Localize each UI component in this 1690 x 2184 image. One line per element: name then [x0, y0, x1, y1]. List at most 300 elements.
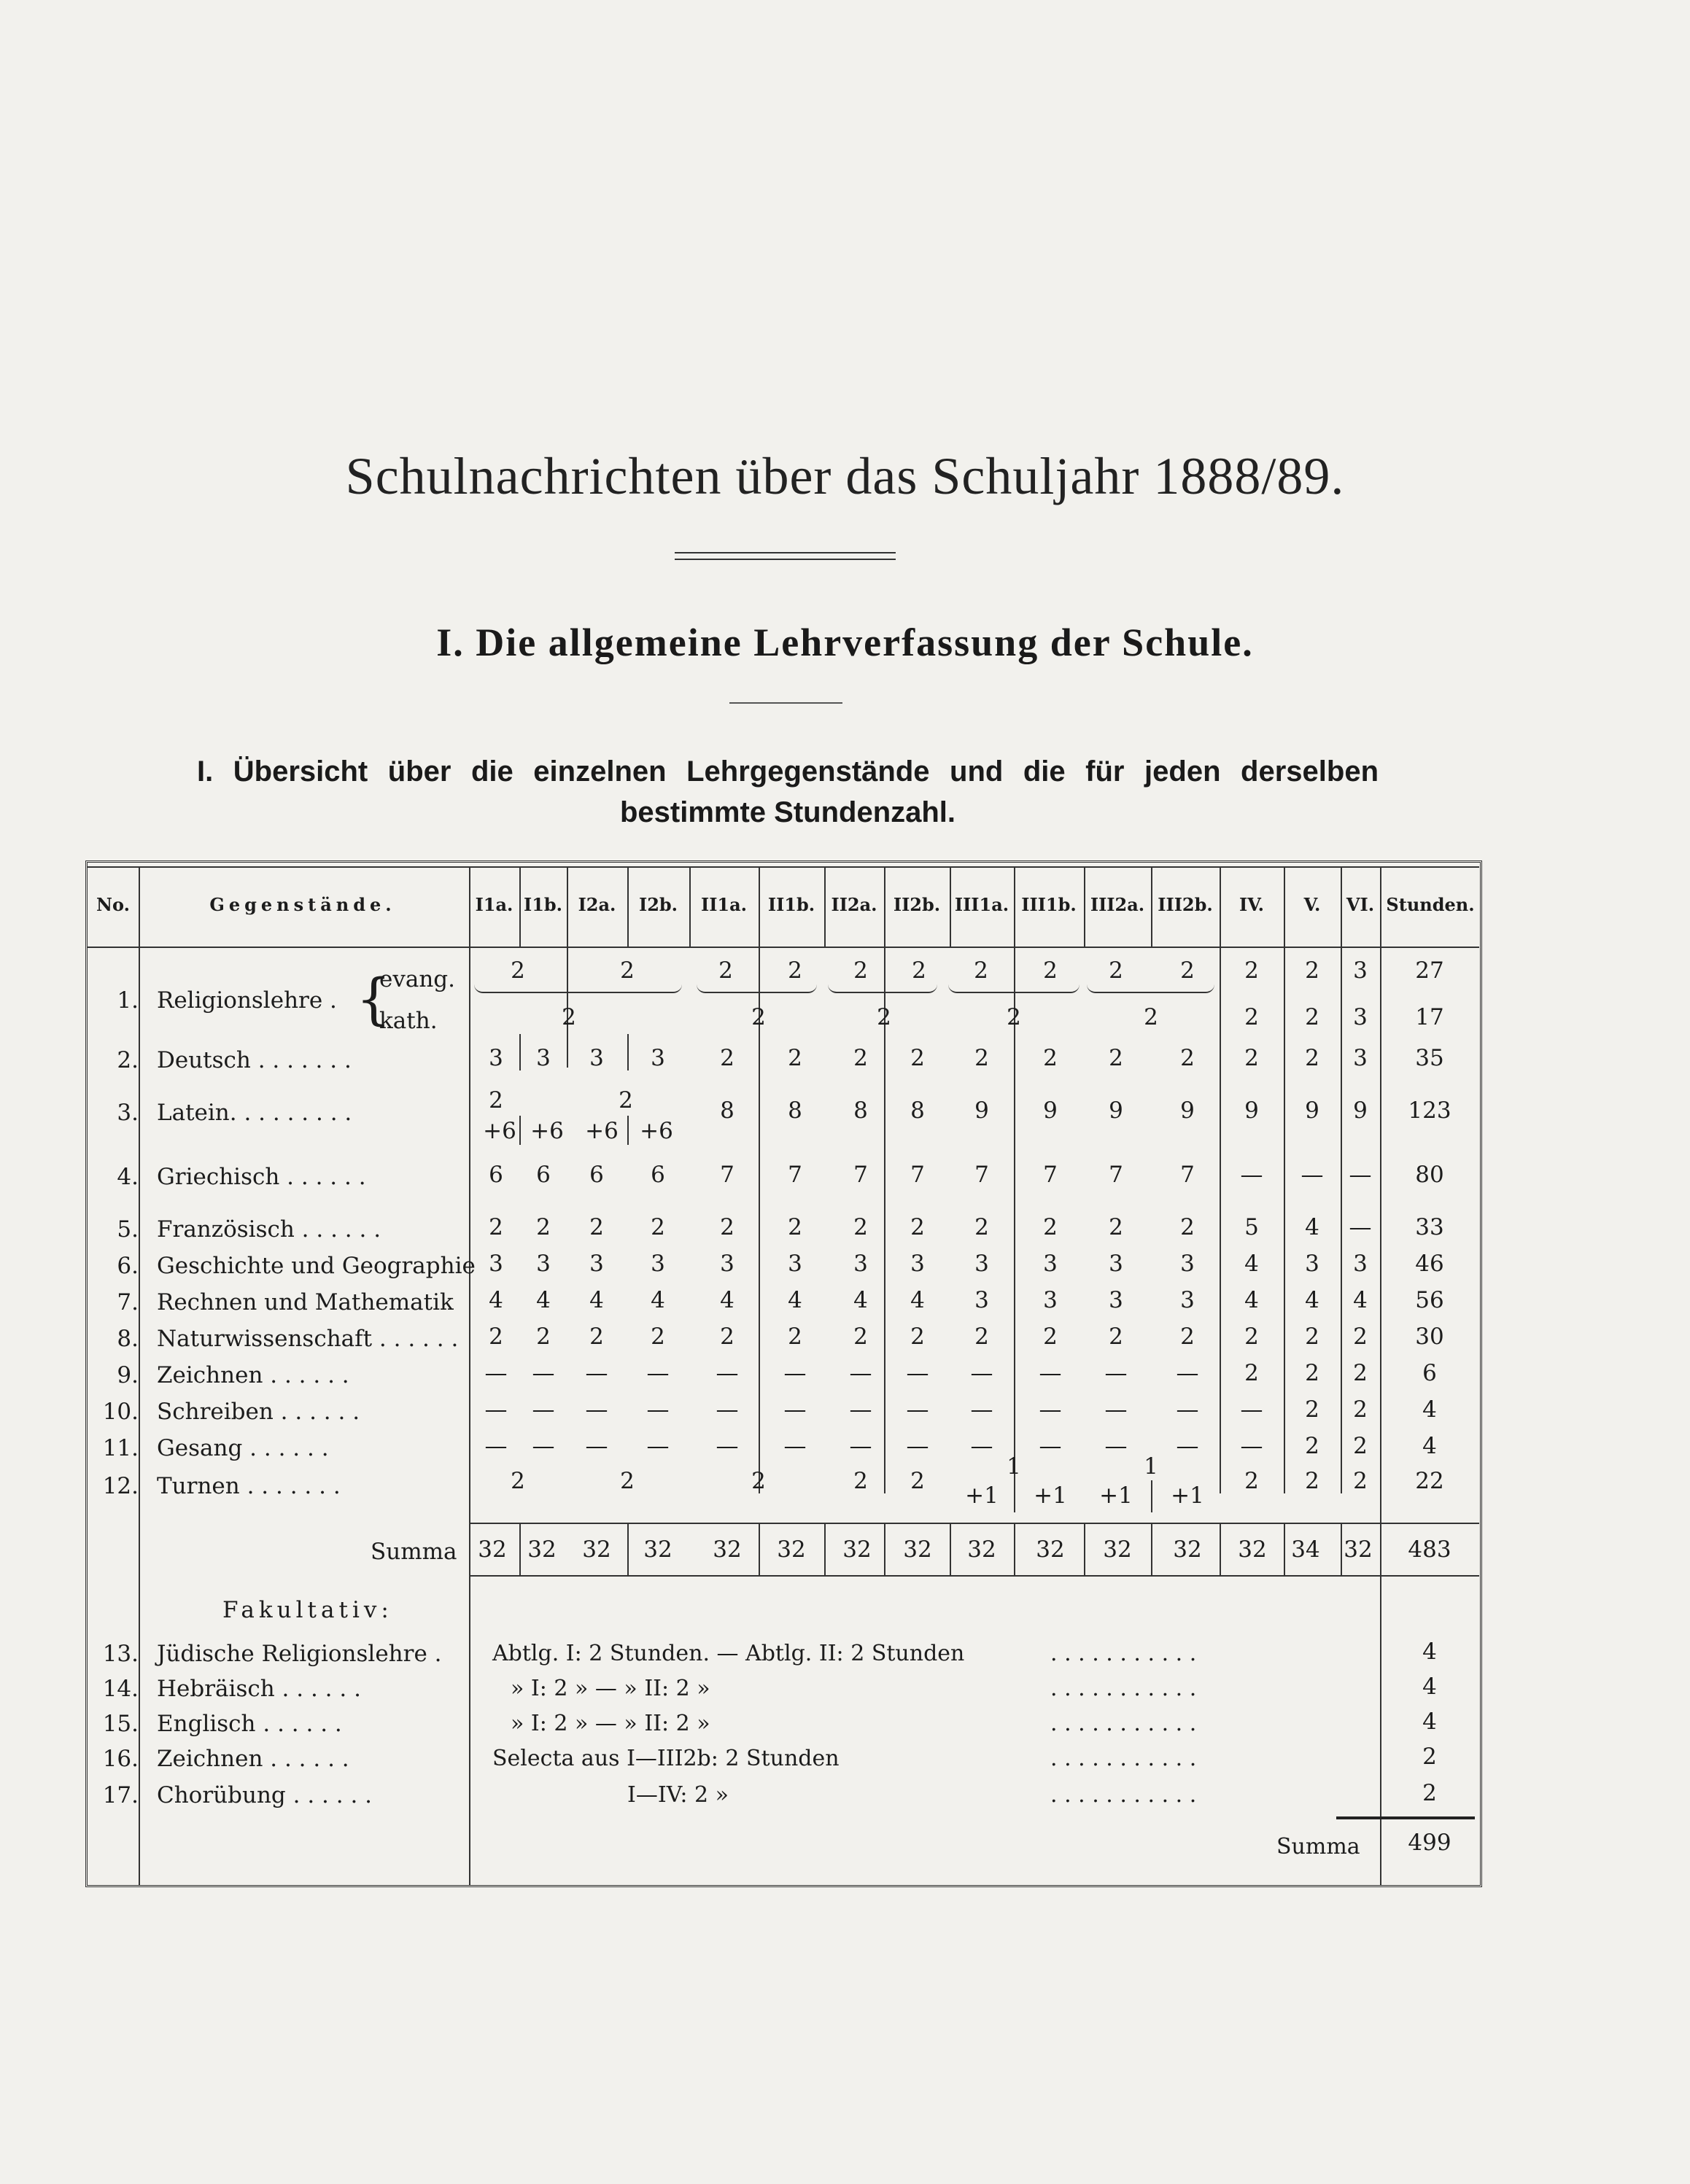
- subject-deutsch: Deutsch . . . . . . .: [157, 1047, 352, 1073]
- table-cell: 6: [536, 1162, 551, 1188]
- turnen-cell: 2: [910, 1468, 925, 1494]
- latein-cell: 9: [1244, 1097, 1259, 1124]
- row-no: 2.: [117, 1047, 139, 1073]
- table-cell: —: [906, 1360, 929, 1386]
- table-cell: —: [716, 1396, 739, 1423]
- subject-name: Französisch . . . . . .: [157, 1216, 381, 1243]
- header-bottom-rule: [88, 947, 1479, 948]
- summa-cell: 32: [903, 1536, 932, 1563]
- table-cell: 7: [720, 1162, 734, 1188]
- religion-brace: {: [356, 966, 392, 1031]
- grand-total-rule: [1336, 1816, 1475, 1819]
- table-cell: 3: [1180, 1287, 1195, 1313]
- summa-cell: 32: [777, 1536, 806, 1563]
- table-cell: 2: [1305, 1433, 1319, 1459]
- subject-name: Naturwissenschaft . . . . . .: [157, 1326, 459, 1352]
- table-cell: 2: [974, 1214, 989, 1240]
- fakultativ-dots: . . . . . . . . . . .: [1050, 1641, 1197, 1666]
- table-cell: —: [1176, 1396, 1199, 1423]
- fakultativ-text: Abtlg. I: 2 Stunden. — Abtlg. II: 2 Stunden: [492, 1641, 965, 1666]
- deutsch-cell: 2: [1244, 1045, 1259, 1071]
- turnen-plus-cell: +1: [1099, 1482, 1133, 1509]
- fakultativ-subject: Jüdische Religionslehre .: [157, 1641, 442, 1667]
- latein-cell: 9: [1353, 1097, 1368, 1124]
- fakultativ-total: 2: [1422, 1744, 1437, 1770]
- summa-cell: 32: [582, 1536, 611, 1563]
- table-cell: 3: [910, 1251, 925, 1277]
- table-cell: 2: [1353, 1396, 1368, 1423]
- table-cell: 3: [1180, 1251, 1195, 1277]
- fakultativ-text: I—IV: 2 »: [627, 1782, 729, 1808]
- table-cell: —: [906, 1433, 929, 1459]
- row-no: 9.: [117, 1362, 139, 1388]
- summa-top-rule: [469, 1523, 1479, 1524]
- table-cell: —: [716, 1433, 739, 1459]
- table-cell: 4: [1305, 1214, 1319, 1240]
- table-cell: 3: [788, 1251, 802, 1277]
- subject-name: Rechnen und Mathematik: [157, 1289, 454, 1316]
- table-cell: 3: [1353, 1251, 1368, 1277]
- table-cell: —: [1301, 1162, 1324, 1188]
- table-cell: 2: [720, 1324, 734, 1350]
- header-class-11: III2b.: [1158, 894, 1213, 915]
- table-cell: 7: [974, 1162, 989, 1188]
- religion-kath-brace: [948, 984, 1079, 993]
- subject-name: Schreiben . . . . . .: [157, 1399, 360, 1425]
- row-no: 17.: [102, 1782, 139, 1808]
- row-no: 15.: [102, 1711, 139, 1737]
- deutsch-cell: 3: [589, 1045, 604, 1071]
- fakultativ-dots: . . . . . . . . . . .: [1050, 1676, 1197, 1701]
- subsection-line-1: I. Übersicht über die einzelnen Lehrgegenstände und die für jeden derselben: [197, 755, 1379, 788]
- table-cell: 2: [1244, 1324, 1259, 1350]
- deutsch-cell: 2: [853, 1045, 868, 1071]
- table-cell: 4: [788, 1287, 802, 1313]
- row-total: 33: [1415, 1214, 1444, 1240]
- summa-total: 483: [1408, 1536, 1451, 1563]
- religion-kath-cell: 2: [1007, 1004, 1021, 1030]
- religion-kath-cell: 2: [562, 1004, 576, 1030]
- header-class-10: III2a.: [1090, 894, 1145, 915]
- summa-cell: 32: [1036, 1536, 1065, 1563]
- turnen-cell: 2: [751, 1468, 766, 1494]
- table-cell: —: [716, 1360, 739, 1386]
- row-no: 13.: [102, 1641, 139, 1667]
- table-cell: 4: [853, 1287, 868, 1313]
- table-cell: —: [1240, 1396, 1263, 1423]
- turnen-cell: 2: [620, 1468, 635, 1494]
- religion-kath-brace: [1087, 984, 1214, 993]
- turnen-total: 22: [1415, 1468, 1444, 1494]
- fakultativ-dots: . . . . . . . . . . .: [1050, 1782, 1197, 1808]
- row-total: 80: [1415, 1162, 1444, 1188]
- row-no: 1.: [117, 987, 139, 1014]
- turnen-cell: 2: [1305, 1468, 1319, 1494]
- religion-evang-total: 27: [1415, 957, 1444, 984]
- subject-religion: Religionslehre .: [157, 987, 337, 1014]
- table-cell: 3: [1043, 1287, 1058, 1313]
- table-cell: —: [646, 1433, 670, 1459]
- turnen-plus-cell: +1: [1034, 1482, 1067, 1509]
- latein-top-cell: 2: [489, 1087, 503, 1114]
- turnen-plus-cell: +1: [965, 1482, 999, 1509]
- religion-kath-total: 17: [1415, 1004, 1444, 1030]
- latein-plus-cell: +6: [585, 1118, 619, 1144]
- table-cell: 2: [788, 1324, 802, 1350]
- table-cell: 2: [489, 1324, 503, 1350]
- table-cell: —: [1104, 1396, 1128, 1423]
- header-class-8: III1a.: [954, 894, 1009, 915]
- table-cell: 2: [651, 1214, 665, 1240]
- row-no: 5.: [117, 1216, 139, 1243]
- header-class-1: I1b.: [523, 894, 563, 915]
- summa-cell: 32: [842, 1536, 872, 1563]
- subject-name: Gesang . . . . . .: [157, 1435, 329, 1461]
- table-cell: 2: [1305, 1396, 1319, 1423]
- table-cell: 2: [1244, 1360, 1259, 1386]
- table-cell: 7: [853, 1162, 868, 1188]
- table-cell: 2: [720, 1214, 734, 1240]
- table-cell: 3: [1109, 1251, 1123, 1277]
- table-cell: —: [1039, 1360, 1062, 1386]
- table-cell: 2: [910, 1214, 925, 1240]
- table-cell: 7: [910, 1162, 925, 1188]
- latein-cell: 9: [1305, 1097, 1319, 1124]
- deutsch-cell: 2: [1305, 1045, 1319, 1071]
- religion-kath-cell: 2: [1305, 1004, 1319, 1030]
- row-total: 4: [1422, 1433, 1437, 1459]
- subsection-heading: [197, 751, 1379, 833]
- table-cell: 3: [1043, 1251, 1058, 1277]
- row-no: 12.: [102, 1473, 139, 1499]
- fakultativ-subject: Zeichnen . . . . . .: [157, 1746, 349, 1772]
- religion-evang-cell: 2: [1109, 957, 1123, 984]
- table-cell: 3: [489, 1251, 503, 1277]
- row-no: 10.: [102, 1399, 139, 1425]
- header-class-13: V.: [1303, 894, 1321, 915]
- table-cell: 2: [589, 1214, 604, 1240]
- title-rule: [675, 552, 896, 560]
- table-cell: —: [1176, 1360, 1199, 1386]
- page-title: Schulnachrichten über das Schuljahr 1888/89.: [345, 447, 1345, 505]
- table-cell: 2: [1353, 1360, 1368, 1386]
- table-cell: 4: [1353, 1287, 1368, 1313]
- religion-evang-label: evang.: [379, 966, 456, 992]
- row-no: 7.: [117, 1289, 139, 1316]
- table-cell: —: [585, 1396, 608, 1423]
- fakultativ-subject: Hebräisch . . . . . .: [157, 1676, 361, 1702]
- row-no: 3.: [117, 1100, 139, 1126]
- latein-plus-cell: +6: [530, 1118, 564, 1144]
- table-cell: 5: [1244, 1214, 1259, 1240]
- fakultativ-subject: Chorübung . . . . . .: [157, 1782, 372, 1808]
- summa-cell: 32: [478, 1536, 507, 1563]
- summa-cell: 32: [1103, 1536, 1132, 1563]
- header-class-6: II2a.: [831, 894, 877, 915]
- table-cell: —: [585, 1433, 608, 1459]
- summa-cell: 32: [1238, 1536, 1267, 1563]
- latein-cell: 8: [720, 1097, 734, 1124]
- deutsch-cell: 3: [536, 1045, 551, 1071]
- latein-top-cell: 2: [619, 1087, 633, 1114]
- religion-kath-brace: [828, 984, 937, 993]
- table-cell: 4: [651, 1287, 665, 1313]
- table-cell: —: [1104, 1360, 1128, 1386]
- table-cell: —: [1240, 1162, 1263, 1188]
- latein-total: 123: [1408, 1097, 1451, 1124]
- deutsch-cell: 2: [974, 1045, 989, 1071]
- table-cell: —: [532, 1396, 555, 1423]
- table-cell: 2: [1305, 1360, 1319, 1386]
- fakultativ-text: » I: 2 » — » II: 2 »: [511, 1676, 710, 1701]
- subject-name: Zeichnen . . . . . .: [157, 1362, 349, 1388]
- religion-kath-cell: 2: [877, 1004, 891, 1030]
- latein-cell: 8: [910, 1097, 925, 1124]
- table-cell: —: [849, 1433, 872, 1459]
- header-hours: Stunden.: [1386, 894, 1475, 915]
- fakultativ-total: 4: [1422, 1674, 1437, 1700]
- fakultativ-dots: . . . . . . . . . . .: [1050, 1711, 1197, 1736]
- table-cell: 6: [589, 1162, 604, 1188]
- table-cell: 4: [536, 1287, 551, 1313]
- summa-cell: 32: [643, 1536, 672, 1563]
- table-cell: —: [970, 1396, 993, 1423]
- table-cell: —: [532, 1433, 555, 1459]
- summa-cell: 32: [967, 1536, 996, 1563]
- table-cell: —: [970, 1360, 993, 1386]
- fakultativ-total: 4: [1422, 1639, 1437, 1665]
- latein-cell: 9: [974, 1097, 989, 1124]
- section-heading: I. Die allgemeine Lehrverfassung der Schule.: [436, 621, 1254, 664]
- table-cell: —: [783, 1433, 807, 1459]
- turnen-top-cell: 1: [1144, 1453, 1158, 1480]
- latein-cell: 8: [853, 1097, 868, 1124]
- table-cell: —: [585, 1360, 608, 1386]
- table-cell: —: [646, 1396, 670, 1423]
- subject-turnen: Turnen . . . . . . .: [157, 1473, 341, 1499]
- religion-kath-label: kath.: [379, 1008, 438, 1034]
- religion-evang-cell: 2: [1305, 957, 1319, 984]
- row-no: 8.: [117, 1326, 139, 1352]
- table-cell: 2: [853, 1214, 868, 1240]
- subsection-line-2: bestimmte Stundenzahl.: [619, 796, 956, 828]
- deutsch-cell: 3: [1353, 1045, 1368, 1071]
- summa-cell: 32: [713, 1536, 742, 1563]
- table-cell: 3: [651, 1251, 665, 1277]
- section-rule: [729, 702, 842, 704]
- table-cell: —: [1349, 1214, 1372, 1240]
- table-cell: 2: [1043, 1324, 1058, 1350]
- religion-evang-cell: 2: [1043, 957, 1058, 984]
- religion-evang-cell: 2: [1180, 957, 1195, 984]
- table-cell: 2: [910, 1324, 925, 1350]
- deutsch-total: 35: [1415, 1045, 1444, 1071]
- table-cell: 4: [720, 1287, 734, 1313]
- table-cell: 2: [589, 1324, 604, 1350]
- row-total: 30: [1415, 1324, 1444, 1350]
- fakultativ-text: » I: 2 » — » II: 2 »: [511, 1711, 710, 1736]
- table-cell: 2: [536, 1214, 551, 1240]
- row-total: 4: [1422, 1396, 1437, 1423]
- header-class-9: III1b.: [1021, 894, 1077, 915]
- religion-evang-cell: 2: [718, 957, 733, 984]
- table-cell: —: [783, 1360, 807, 1386]
- religion-kath-cell: 2: [751, 1004, 766, 1030]
- row-no: 11.: [102, 1435, 139, 1461]
- table-cell: 2: [853, 1324, 868, 1350]
- subject-latein: Latein. . . . . . . . .: [157, 1100, 352, 1126]
- row-total: 6: [1422, 1360, 1437, 1386]
- row-no: 16.: [102, 1746, 139, 1772]
- latein-cell: 9: [1043, 1097, 1058, 1124]
- table-cell: 3: [853, 1251, 868, 1277]
- table-cell: 2: [1180, 1324, 1195, 1350]
- table-cell: —: [1039, 1396, 1062, 1423]
- table-cell: —: [1104, 1433, 1128, 1459]
- header-class-14: VI.: [1346, 894, 1375, 915]
- deutsch-cell: 2: [788, 1045, 802, 1071]
- table-cell: 2: [1043, 1214, 1058, 1240]
- religion-evang-cell: 2: [974, 957, 988, 984]
- religion-evang-cell: 3: [1353, 957, 1368, 984]
- row-no: 4.: [117, 1164, 139, 1190]
- religion-evang-cell: 2: [511, 957, 525, 984]
- table-cell: 4: [910, 1287, 925, 1313]
- subject-name: Griechisch . . . . . .: [157, 1164, 366, 1190]
- row-no: 14.: [102, 1676, 139, 1702]
- grand-summa-label: Summa: [1276, 1834, 1360, 1859]
- summa-cell: 32: [1344, 1536, 1373, 1563]
- header-class-4: II1a.: [700, 894, 748, 915]
- table-cell: —: [906, 1396, 929, 1423]
- table-cell: 3: [974, 1287, 989, 1313]
- summa-cell: 32: [527, 1536, 557, 1563]
- table-cell: —: [849, 1360, 872, 1386]
- table-cell: 7: [1180, 1162, 1195, 1188]
- latein-cell: 9: [1109, 1097, 1123, 1124]
- header-class-3: I2b.: [638, 894, 678, 915]
- header-class-5: II1b.: [767, 894, 815, 915]
- fakultativ-total: 2: [1422, 1780, 1437, 1806]
- header-class-7: II2b.: [893, 894, 941, 915]
- table-cell: —: [484, 1433, 508, 1459]
- table-cell: 4: [1305, 1287, 1319, 1313]
- table-cell: 2: [536, 1324, 551, 1350]
- row-total: 56: [1415, 1287, 1444, 1313]
- latein-cell: 9: [1180, 1097, 1195, 1124]
- deutsch-cell: 2: [1109, 1045, 1123, 1071]
- turnen-top-cell: 1: [1007, 1453, 1021, 1480]
- no-column-rule: [139, 866, 140, 1885]
- deutsch-cell: 2: [720, 1045, 734, 1071]
- table-cell: 2: [489, 1214, 503, 1240]
- table-cell: —: [484, 1396, 508, 1423]
- header-no: No.: [96, 894, 130, 915]
- row-total: 46: [1415, 1251, 1444, 1277]
- table-cell: 2: [974, 1324, 989, 1350]
- table-cell: —: [970, 1433, 993, 1459]
- table-cell: 4: [1244, 1251, 1259, 1277]
- table-cell: —: [783, 1396, 807, 1423]
- table-cell: 2: [1353, 1324, 1368, 1350]
- table-cell: 3: [1305, 1251, 1319, 1277]
- header-class-2: I2a.: [578, 894, 616, 915]
- table-cell: 2: [651, 1324, 665, 1350]
- deutsch-cell: 2: [1043, 1045, 1058, 1071]
- table-cell: —: [1240, 1433, 1263, 1459]
- religion-evang-cell: 2: [788, 957, 802, 984]
- table-cell: 4: [489, 1287, 503, 1313]
- table-cell: 3: [1109, 1287, 1123, 1313]
- table-cell: —: [1349, 1162, 1372, 1188]
- religion-kath-cell: 2: [1144, 1004, 1158, 1030]
- table-cell: 2: [1180, 1214, 1195, 1240]
- table-cell: —: [646, 1360, 670, 1386]
- deutsch-cell: 2: [910, 1045, 925, 1071]
- summa-bottom-rule: [469, 1575, 1479, 1577]
- turnen-plus-cell: +1: [1171, 1482, 1204, 1509]
- fakultativ-subject: Englisch . . . . . .: [157, 1711, 342, 1737]
- religion-kath-cell: 3: [1353, 1004, 1368, 1030]
- table-cell: 2: [1109, 1214, 1123, 1240]
- table-cell: 7: [788, 1162, 802, 1188]
- table-cell: 7: [1109, 1162, 1123, 1188]
- religion-kath-cell: 2: [1244, 1004, 1259, 1030]
- header-subject: Gegenstände.: [209, 894, 396, 915]
- table-cell: —: [532, 1360, 555, 1386]
- turnen-cell: 2: [1244, 1468, 1259, 1494]
- turnen-cell: 2: [1353, 1468, 1368, 1494]
- summa-cell: 34: [1291, 1536, 1320, 1563]
- deutsch-cell: 3: [651, 1045, 665, 1071]
- table-cell: —: [484, 1360, 508, 1386]
- summa-cell: 32: [1173, 1536, 1202, 1563]
- header-class-12: IV.: [1239, 894, 1264, 915]
- turnen-cell: 2: [511, 1468, 525, 1494]
- fakultativ-total: 4: [1422, 1709, 1437, 1735]
- religion-evang-cell: 2: [853, 957, 868, 984]
- table-cell: 3: [536, 1251, 551, 1277]
- fakultativ-text: Selecta aus I—III2b: 2 Stunden: [492, 1746, 840, 1771]
- table-cell: 6: [651, 1162, 665, 1188]
- fakultativ-dots: . . . . . . . . . . .: [1050, 1746, 1197, 1771]
- latein-plus-cell: +6: [483, 1118, 516, 1144]
- table-cell: 2: [1305, 1324, 1319, 1350]
- table-cell: 3: [974, 1251, 989, 1277]
- table-cell: —: [849, 1396, 872, 1423]
- latein-cell: 8: [788, 1097, 802, 1124]
- summa-label: Summa: [371, 1539, 457, 1565]
- fakultativ-heading: Fakultativ:: [222, 1597, 393, 1623]
- header-top-rule: [88, 866, 1479, 868]
- religion-kath-brace: [474, 984, 682, 993]
- table-cell: 3: [720, 1251, 734, 1277]
- header-class-0: I1a.: [475, 894, 513, 915]
- subject-name: Geschichte und Geographie: [157, 1253, 476, 1279]
- table-cell: —: [1176, 1433, 1199, 1459]
- religion-split: [567, 948, 568, 977]
- table-cell: 4: [589, 1287, 604, 1313]
- deutsch-cell: 3: [489, 1045, 503, 1071]
- religion-evang-cell: 2: [620, 957, 635, 984]
- table-cell: —: [1039, 1433, 1062, 1459]
- latein-plus-cell: +6: [640, 1118, 673, 1144]
- religion-kath-brace: [697, 984, 817, 993]
- table-cell: 2: [1109, 1324, 1123, 1350]
- table-cell: 7: [1043, 1162, 1058, 1188]
- table-cell: 2: [1353, 1433, 1368, 1459]
- table-cell: 6: [489, 1162, 503, 1188]
